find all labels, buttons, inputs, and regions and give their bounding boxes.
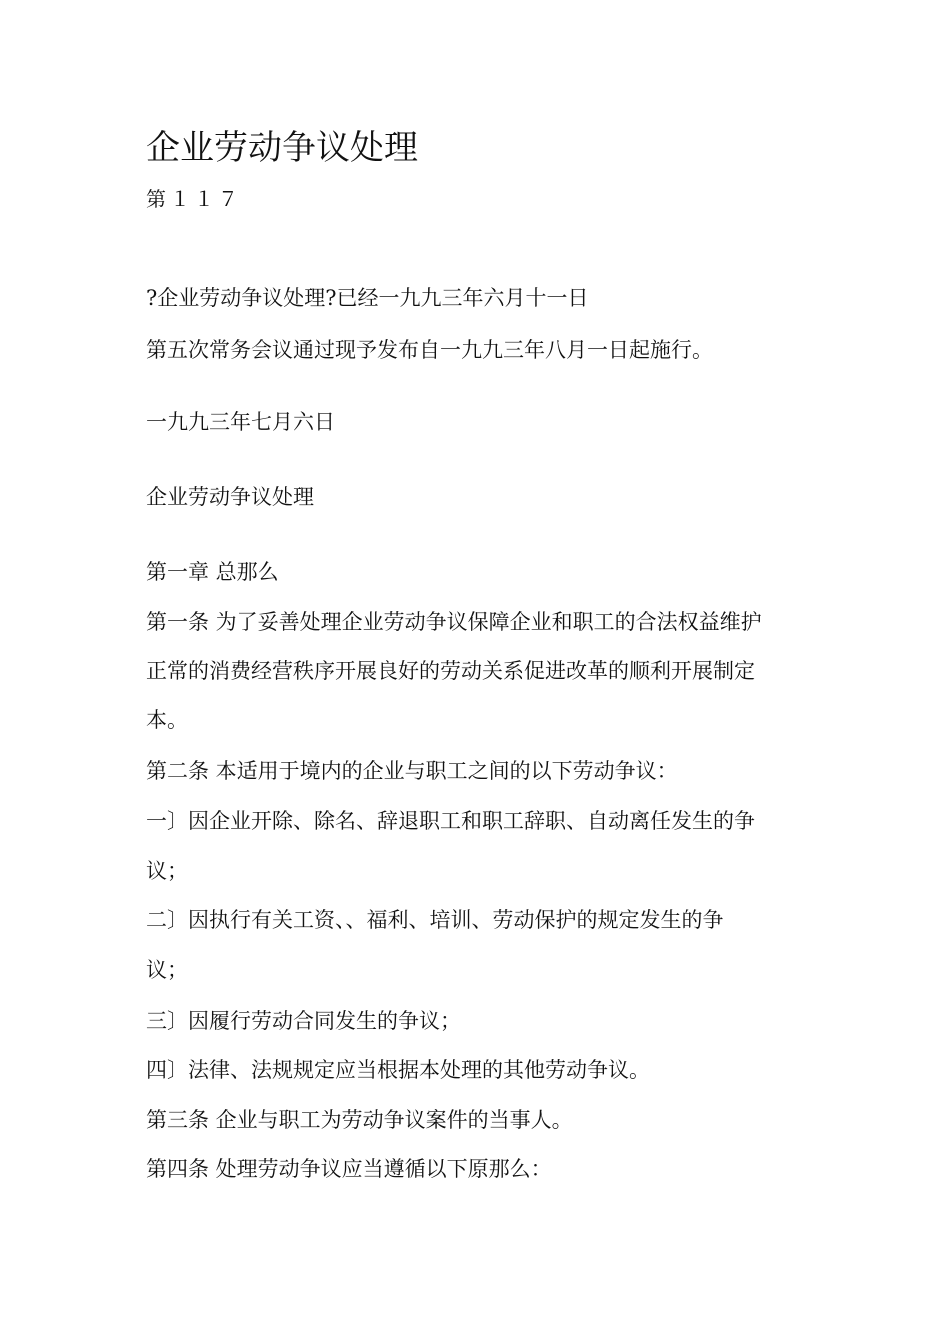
- document-number: 第１１７: [146, 187, 242, 211]
- document-title: 企业劳动争议处理: [146, 128, 418, 168]
- chapter-heading: 第一章 总那么: [146, 560, 279, 584]
- item-1-line-2: 议；: [146, 859, 188, 883]
- intro-line-2: 第五次常务会议通过现予发布自一九九三年八月一日起施行。: [146, 338, 713, 362]
- intro-line-1: ?企业劳动争议处理?已经一九九三年六月十一日: [146, 286, 589, 310]
- item-3: 三〕因履行劳动合同发生的争议；: [146, 1009, 461, 1033]
- item-1-line-1: 一〕因企业开除、除名、辞退职工和职工辞职、自动离任发生的争: [146, 809, 755, 833]
- article-4: 第四条 处理劳动争议应当遵循以下原那么：: [146, 1157, 552, 1181]
- item-4: 四〕法律、法规规定应当根据本处理的其他劳动争议。: [146, 1058, 650, 1082]
- item-2-line-2: 议；: [146, 958, 188, 982]
- section-title: 企业劳动争议处理: [146, 485, 314, 509]
- item-2-line-1: 二〕因执行有关工资、、福利、培训、劳动保护的规定发生的争: [146, 908, 724, 932]
- article-1-line-3: 本。: [146, 708, 188, 732]
- article-2-line-1: 第二条 本适用于境内的企业与职工之间的以下劳动争议：: [146, 759, 678, 783]
- article-1-line-2: 正常的消费经营秩序开展良好的劳动关系促进改革的顺利开展制定: [146, 659, 755, 683]
- issue-date: 一九九三年七月六日: [146, 410, 335, 434]
- article-1-line-1: 第一条 为了妥善处理企业劳动争议保障企业和职工的合法权益维护: [146, 610, 762, 634]
- article-3: 第三条 企业与职工为劳动争议案件的当事人。: [146, 1108, 573, 1132]
